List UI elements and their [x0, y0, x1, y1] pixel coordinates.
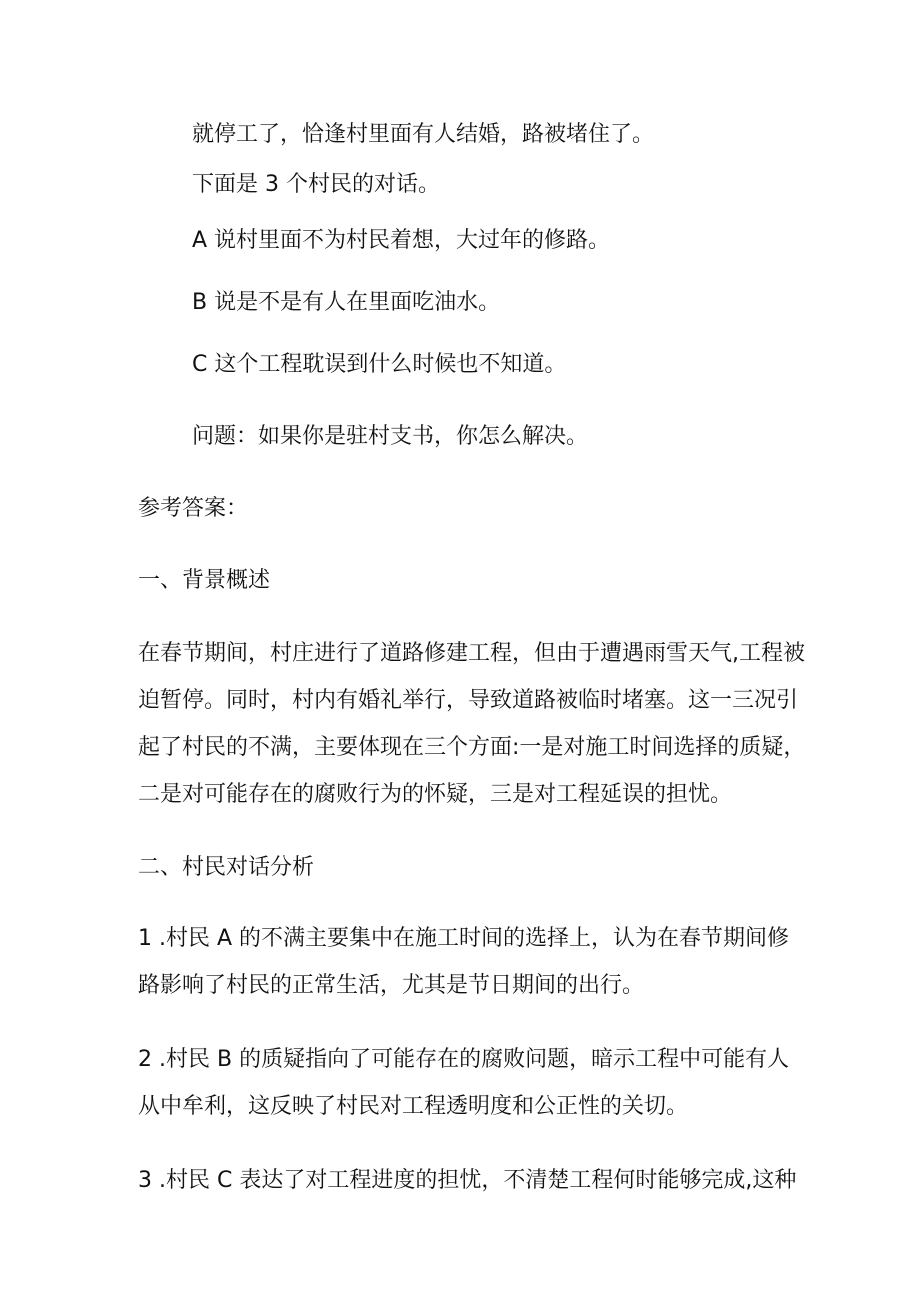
villager-c-statement: C 这个工程耽误到什么时候也不知道。	[192, 352, 567, 377]
section1-line-3: 起了村民的不满，主要体现在三个方面:一是对施工时间选择的质疑，	[138, 735, 806, 760]
section1-paragraph	[138, 630, 806, 818]
analysis-item-3	[138, 1157, 797, 1204]
section1-line-4: 二是对可能存在的腐败行为的怀疑，三是对工程延误的担忧。	[138, 782, 733, 807]
analysis-item-1-line-1: 1 .村民 A 的不满主要集中在施工时间的选择上，认为在春节期间修	[138, 926, 790, 951]
section2-heading: 二、村民对话分析	[138, 855, 315, 880]
analysis-item-2-line-2: 从中牟利，这反映了村民对工程透明度和公正性的关切。	[138, 1094, 689, 1119]
analysis-item-1-line-2: 路影响了村民的正常生活，尤其是节日期间的出行。	[138, 973, 645, 998]
analysis-item-1	[138, 915, 788, 1009]
analysis-item-2	[138, 1036, 788, 1130]
villager-a-statement: A 说村里面不为村民着想，大过年的修路。	[192, 228, 611, 253]
intro-line-1: 就停工了，恰逢村里面有人结婚，路被堵住了。	[192, 122, 655, 147]
villager-b-statement: B 说是不是有人在里面吃油水。	[192, 290, 501, 315]
section1-heading: 一、背景概述	[138, 568, 271, 593]
analysis-item-2-line-1: 2 .村民 B 的质疑指向了可能存在的腐败问题，暗示工程中可能有人	[138, 1047, 790, 1072]
section1-line-2: 迫暂停。同时，村内有婚礼举行，导致道路被临时堵塞。这一三况引	[138, 688, 799, 713]
section1-line-1: 在春节期间，村庄进行了道路修建工程，但由于遭遇雨雪天气,工程被	[138, 641, 805, 666]
analysis-item-3-line-1: 3 .村民 C 表达了对工程进度的担忧，不清楚工程何时能够完成,这种	[138, 1168, 797, 1193]
intro-line-2: 下面是 3 个村民的对话。	[192, 172, 440, 197]
question-text: 问题：如果你是驻村支书，你怎么解决。	[192, 424, 589, 449]
answer-label: 参考答案：	[138, 496, 249, 521]
